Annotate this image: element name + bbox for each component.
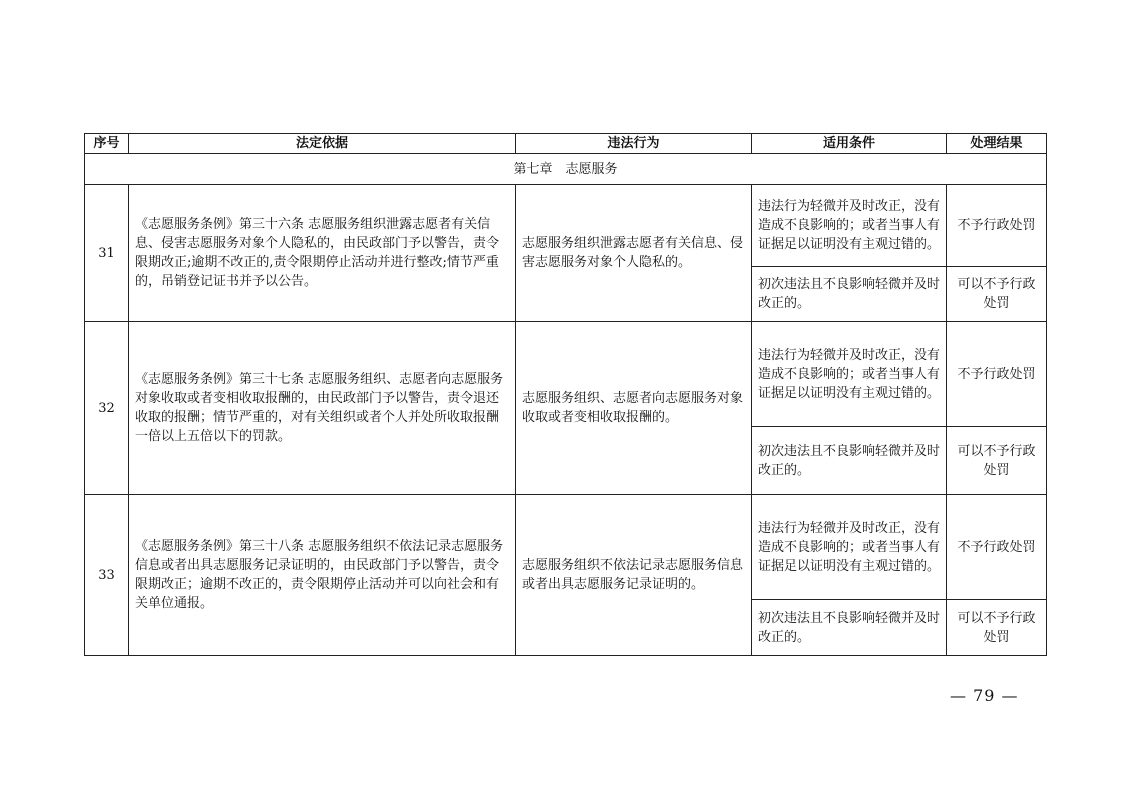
row-number: 32 (85, 322, 129, 495)
penalty-table (84, 133, 1047, 656)
chapter-row (85, 154, 1047, 185)
row-number: 33 (85, 495, 129, 656)
legal-basis-cell: 《志愿服务条例》第三十七条 志愿服务组织、志愿者向志愿服务对象收取或者变相收取报酬的，由民政部门予以警告，责令退还收取的报酬；情节严重的，对有关组织或者个人并处所收取报酬一倍以上五倍以下的罚款。 (129, 322, 516, 495)
condition-cell: 初次违法且不良影响轻微并及时改正的。 (752, 427, 947, 495)
violation-cell: 志愿服务组织不依法记录志愿服务信息或者出具志愿服务记录证明的。 (516, 495, 752, 656)
condition-cell: 违法行为轻微并及时改正，没有造成不良影响的；或者当事人有证据足以证明没有主观过错的。 (752, 495, 947, 600)
table-header-row (85, 134, 1047, 154)
result-cell: 不予行政处罚 (947, 495, 1047, 600)
violation-cell: 志愿服务组织、志愿者向志愿服务对象收取或者变相收取报酬的。 (516, 322, 752, 495)
violation-cell: 志愿服务组织泄露志愿者有关信息、侵害志愿服务对象个人隐私的。 (516, 185, 752, 322)
condition-cell: 初次违法且不良影响轻微并及时改正的。 (752, 600, 947, 656)
header-violation: 违法行为 (516, 134, 752, 154)
result-cell: 不予行政处罚 (947, 185, 1047, 267)
condition-cell: 违法行为轻微并及时改正，没有造成不良影响的；或者当事人有证据足以证明没有主观过错的。 (752, 322, 947, 427)
table-row (85, 495, 1047, 600)
result-cell: 可以不予行政处罚 (947, 427, 1047, 495)
result-cell: 可以不予行政处罚 (947, 267, 1047, 322)
result-cell: 不予行政处罚 (947, 322, 1047, 427)
header-conditions: 适用条件 (752, 134, 947, 154)
condition-cell: 初次违法且不良影响轻微并及时改正的。 (752, 267, 947, 322)
table-row (85, 185, 1047, 267)
page-number: — 79 — (950, 686, 1019, 705)
header-result: 处理结果 (947, 134, 1047, 154)
legal-basis-cell: 《志愿服务条例》第三十八条 志愿服务组织不依法记录志愿服务信息或者出具志愿服务记录证明的，由民政部门予以警告，责令限期改正；逾期不改正的，责令限期停止活动并可以向社会和有关单位通报。 (129, 495, 516, 656)
header-legal-basis: 法定依据 (129, 134, 516, 154)
condition-cell: 违法行为轻微并及时改正，没有造成不良影响的；或者当事人有证据足以证明没有主观过错的。 (752, 185, 947, 267)
row-number: 31 (85, 185, 129, 322)
chapter-title: 第七章 志愿服务 (85, 154, 1047, 185)
header-serial: 序号 (85, 134, 129, 154)
result-cell: 可以不予行政处罚 (947, 600, 1047, 656)
legal-basis-cell: 《志愿服务条例》第三十六条 志愿服务组织泄露志愿者有关信息、侵害志愿服务对象个人隐私的，由民政部门予以警告，责令限期改正;逾期不改正的,责令限期停止活动并进行整改;情节严重的，吊销登记证书并予以公告。 (129, 185, 516, 322)
table-row (85, 322, 1047, 427)
